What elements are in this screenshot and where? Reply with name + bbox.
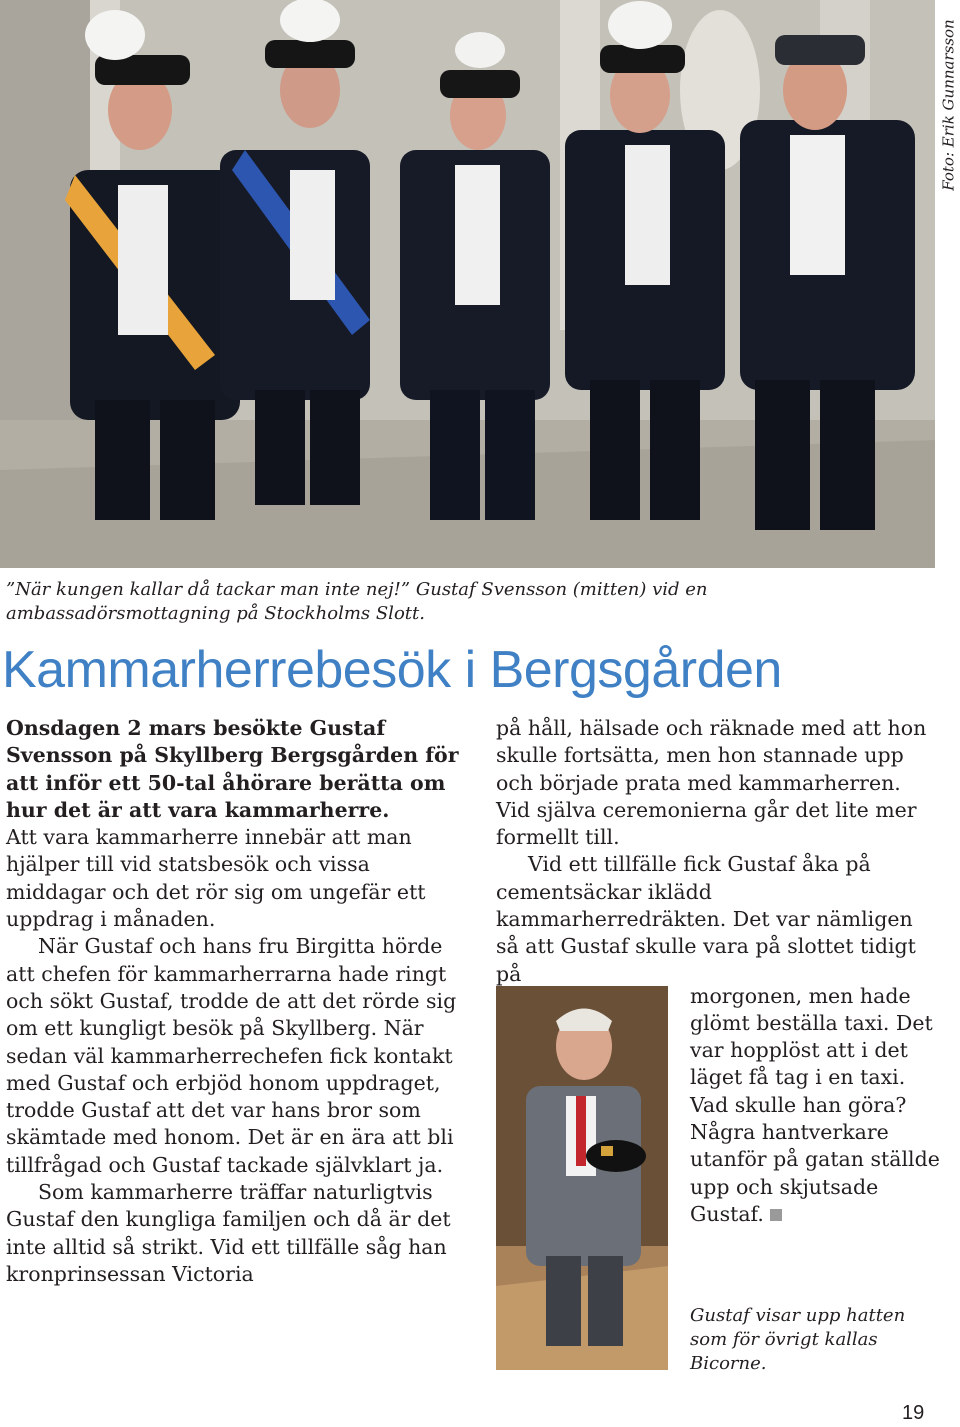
paragraph-3: Som kammarherre träffar naturligtvis Gustaf den kungliga familjen och då är det inte alltid så strikt. Vid ett tillfälle såg han kronprinsessan Victoria: [6, 1180, 451, 1286]
paragraph-6-text: morgonen, men hade glömt beställa taxi. Det var hopplöst att i det läget få tag i en taxi. Vad skulle han göra? Några hantverkare utanför på gatan ställde upp och skjutsade Gustaf.: [690, 983, 940, 1226]
photo-credit: [937, 0, 960, 210]
right-column: [496, 715, 936, 988]
top-photo: [0, 0, 935, 568]
paragraph-1: Att vara kammarherre innebär att man hjälper till vid statsbesök och vissa middagar och det rör sig om ungefär ett uppdrag i månaden.: [6, 825, 426, 932]
narrow-column: [690, 962, 940, 1249]
court-uniforms-illustration: [0, 0, 935, 568]
paragraph-5: Vid ett tillfälle fick Gustaf åka på cementsäckar iklädd kammarherredräkten. Det var nämligen så att Gustaf skulle vara på slottet tidigt på: [496, 852, 916, 986]
article-headline: Kammarherrebesök i Bergsgården: [2, 641, 782, 699]
paragraph-4: på håll, hälsade och räknade med att hon skulle fortsätta, men hon stannade upp och började prata med kammarherren. Vid själva ceremonierna går det lite mer formellt till.: [496, 716, 927, 850]
bicorne-photo: [496, 986, 668, 1370]
end-of-article-mark: [770, 1209, 782, 1221]
photo-credit-text: Foto: Erik Gunnarsson: [939, 19, 958, 191]
bicorne-photo-caption: Gustaf visar upp hatten som för övrigt kallas Bicorne.: [690, 1305, 906, 1374]
top-photo-caption: ”När kungen kallar då tackar man inte nej!” Gustaf Svensson (mitten) vid en ambassadörsmottagning på Stockholms Slott.: [6, 579, 708, 624]
left-column: [6, 715, 466, 1288]
article-lead: Onsdagen 2 mars besökte Gustaf Svensson på Skyllberg Bergsgården för att inför ett 50-tal åhörare berätta om hur det är att vara kammarherre.: [6, 716, 459, 822]
man-with-hat-illustration: [496, 986, 668, 1370]
paragraph-2: När Gustaf och hans fru Birgitta hörde att chefen för kammarherrarna hade ringt och sökt Gustaf, trodde de att det rörde sig om ett kungligt besök på Skyllberg. När sedan väl kammarherrechefen fick kontakt med Gustaf och erbjöd honom uppdraget, trodde Gustaf att det var hans bror som skämtade med honom. Det är en ära att bli tillfrågad och Gustaf tackade självklart ja.: [6, 934, 457, 1177]
page-number: 19: [902, 1402, 925, 1424]
paragraph-6: [690, 983, 940, 1229]
